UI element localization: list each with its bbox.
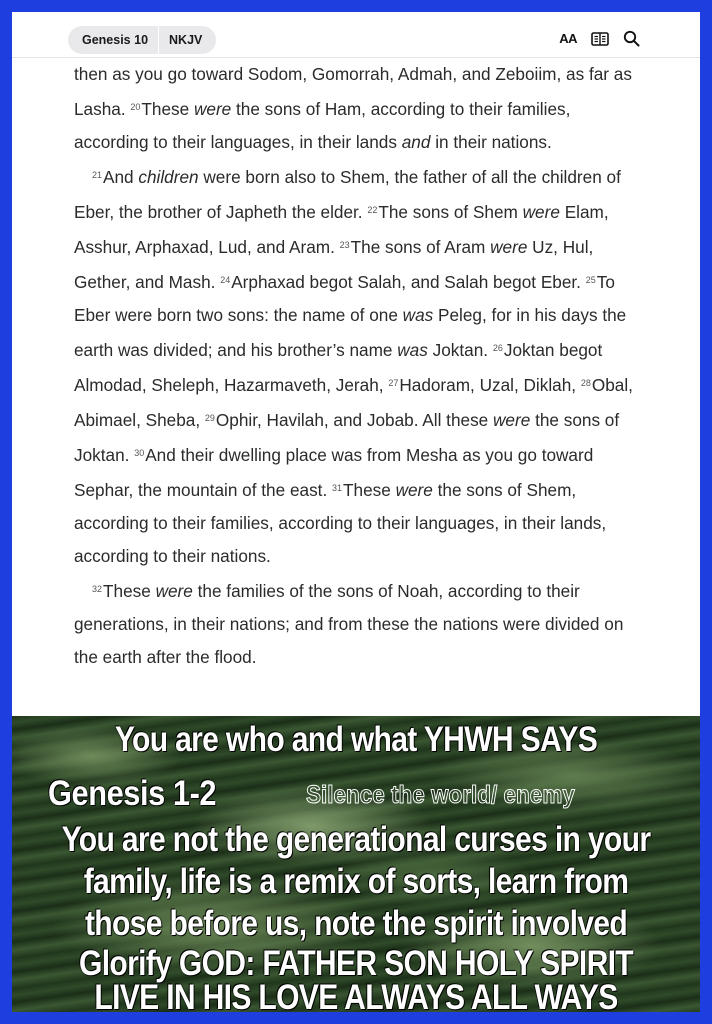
banner-line-7: LIVE IN HIS LOVE ALWAYS ALL WAYS xyxy=(94,978,618,1012)
verse-text: the sons of Joktan. xyxy=(74,410,620,465)
reference-pill xyxy=(68,26,216,54)
verse-text: These xyxy=(343,480,391,500)
verse-text: were born also to Shem, the father of all the children of Eber, the brother of Japheth the elder. xyxy=(74,167,621,222)
verse-number[interactable]: 21 xyxy=(92,170,103,180)
verse-text: the sons of Shem, according to their families, according to their languages, in their lands, according to their nations. xyxy=(74,480,607,566)
verse-text: Arphaxad begot Salah, and Salah begot Eber. xyxy=(231,272,581,292)
scripture-text xyxy=(74,58,648,674)
banner-line-4: family, life is a remix of sorts, learn from xyxy=(83,862,629,901)
verse-text: the sons of Ham, according to their families, according to their languages, in their lands xyxy=(74,99,571,152)
paragraph-1 xyxy=(74,58,648,159)
verse-text: To Eber were born two sons: the name of one xyxy=(74,272,615,325)
text-size-icon[interactable]: AA xyxy=(559,31,577,46)
verse-text: The sons of Aram xyxy=(350,237,486,257)
verse-number[interactable]: 31 xyxy=(332,483,343,493)
bible-reader-window xyxy=(12,12,700,1012)
verse-number[interactable]: 24 xyxy=(220,275,231,285)
italic-word: children xyxy=(138,167,199,187)
top-bar xyxy=(12,12,700,58)
verse-text: Joktan begot Almodad, Sheleph, Hazarmaveth, Jerah, xyxy=(74,340,603,395)
banner-line-3: You are not the generational curses in your xyxy=(61,820,651,859)
italic-word: were xyxy=(193,99,232,119)
banner-genesis: Genesis 1-2 xyxy=(48,774,217,813)
banner-line-5: those before us, note the spirit involved xyxy=(84,904,628,943)
banner-line-1: You are who and what YHWH SAYS xyxy=(114,720,598,759)
toolbar-icons xyxy=(559,30,640,47)
verse-number[interactable]: 22 xyxy=(367,205,378,215)
verse-number[interactable]: 32 xyxy=(92,584,103,594)
banner-line-2 xyxy=(12,774,700,814)
verse-number[interactable]: 26 xyxy=(492,343,503,353)
verse-text: the families of the sons of Noah, according to their generations, in their nations; and from these the nations were divided on the earth after the flood. xyxy=(74,581,624,667)
verse-number[interactable]: 27 xyxy=(388,378,399,388)
italic-word: were xyxy=(522,202,560,222)
version-button[interactable]: NKJV xyxy=(169,33,203,47)
verse-text: Uz, Hul, Gether, and Mash. xyxy=(74,237,594,292)
search-icon[interactable] xyxy=(623,30,640,47)
verse-text: And their dwelling place was from Mesha as you go toward Sephar, the mountain of the east. xyxy=(74,445,594,500)
verse-text: then as you go toward Sodom, Gomorrah, Admah, and Zeboiim, as far as Lasha. xyxy=(74,64,632,119)
verse-text: These xyxy=(103,581,151,601)
paragraph-2 xyxy=(74,159,648,573)
reader-view-icon[interactable] xyxy=(591,32,609,46)
verse-number[interactable]: 20 xyxy=(130,102,141,112)
verse-text: And xyxy=(103,167,134,187)
verse-text: Peleg, for in his days the earth was divided; and his brother’s name xyxy=(74,305,627,360)
verse-number[interactable]: 30 xyxy=(134,448,145,458)
italic-word: were xyxy=(490,237,528,257)
verse-text: Joktan. xyxy=(432,340,489,360)
verse-text: Ophir, Havilah, and Jobab. All these xyxy=(215,410,489,430)
book-chapter-button[interactable]: Genesis 10 xyxy=(82,33,149,47)
italic-word: and xyxy=(401,132,431,152)
verse-text: Obal, Abimael, Sheba, xyxy=(74,375,633,430)
banner-silence: Silence the world/ enemy xyxy=(306,781,575,809)
verse-text: Hadoram, Uzal, Diklah, xyxy=(399,375,577,395)
verse-text: These xyxy=(141,99,190,119)
banner-line-6: Glorify GOD: FATHER SON HOLY SPIRIT xyxy=(78,944,634,983)
verse-text: in their nations. xyxy=(435,132,552,152)
italic-word: were xyxy=(395,480,433,500)
italic-word: were xyxy=(493,410,531,430)
italic-word: was xyxy=(402,305,434,325)
italic-word: were xyxy=(155,581,193,601)
verse-number[interactable]: 28 xyxy=(580,378,591,388)
verse-number[interactable]: 25 xyxy=(585,275,596,285)
verse-text: Elam, Asshur, Arphaxad, Lud, and Aram. xyxy=(74,202,609,257)
verse-text: The sons of Shem xyxy=(378,202,518,222)
paragraph-3 xyxy=(74,573,648,674)
verse-number[interactable]: 29 xyxy=(204,413,215,423)
verse-number[interactable]: 23 xyxy=(339,240,350,250)
italic-word: was xyxy=(397,340,428,360)
overlay-banner xyxy=(12,716,700,1012)
